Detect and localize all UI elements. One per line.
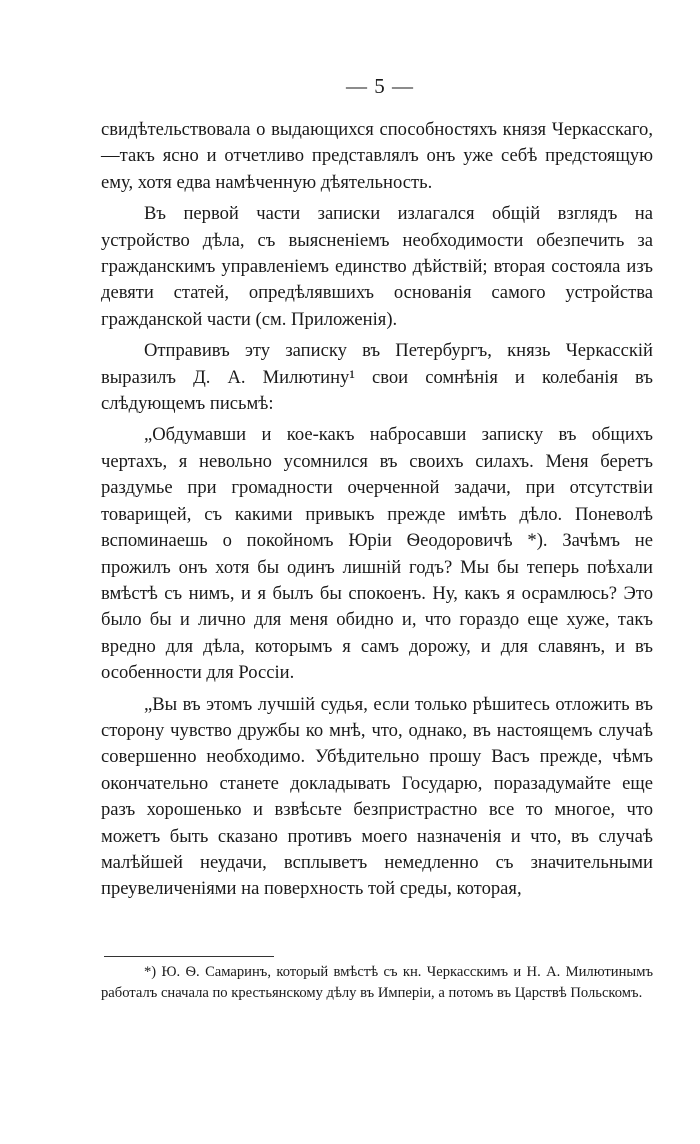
page-number: — 5 — bbox=[346, 74, 414, 98]
letter-quote-paragraph: „Обдумавши и кое-какъ набросавши записку въ общихъ чертахъ, я невольно усомнился въ своихъ силахъ. Меня беретъ раздумье при громадности очерченной задачи, при отсутствіи товарищей, съ какими привыкъ прежде имѣть дѣло. Поневолѣ вспоминаешь о покойномъ Юріи Ѳеодоровичѣ *). Зачѣмъ не прожилъ онъ хотя бы одинъ лишній годъ? Мы бы теперь поѣхали вмѣстѣ съ нимъ, и я былъ бы спокоенъ. Ну, какъ я осрамлюсь? Это было бы и лично для меня обидно и, что гораздо еще хуже, такъ вредно для дѣла, которымъ я самъ дорожу, и для славянъ, и въ особенности для Россіи. bbox=[101, 424, 653, 684]
paragraph: Отправивъ эту записку въ Петербургъ, князь Черкасскій выразилъ Д. А. Милютину¹ свои сомнѣнія и колебанія въ слѣдующемъ письмѣ: bbox=[101, 340, 653, 415]
letter-quote-paragraph: „Вы въ этомъ лучшій судья, если только рѣшитесь отложить въ сторону чувство дружбы ко мнѣ, что, однако, въ настоящемъ случаѣ совершенно необходимо. Убѣдительно прошу Васъ прежде, чѣмъ окончательно станете докладывать Государю, поразадумайте еще разъ хорошенько и взвѣсьте безпристрастно все то многое, что можетъ быть сказано противъ моего назначенія и что, въ случаѣ малѣйшей неудачи, всплыветъ немедленно съ значительными преувеличеніями на поверхность той среды, которая, bbox=[101, 693, 653, 900]
footnote bbox=[101, 962, 653, 1003]
main-text bbox=[101, 117, 653, 908]
paragraph: Въ первой части записки излагался общій взглядъ на устройство дѣла, съ выясненіемъ необходимости обезпечить за гражданскимъ управленіемъ единство дѣйствій; вторая состояла изъ девяти статей, опредѣлявшихъ основанія самого устройства гражданской части (см. Приложенія). bbox=[101, 203, 653, 330]
footnote-divider bbox=[104, 956, 274, 957]
footnote-text: *) Ю. Ѳ. Самаринъ, который вмѣстѣ съ кн. Черкасскимъ и Н. А. Милютинымъ работалъ сначала по крестьянскому дѣлу въ Имперіи, а потомъ въ Царствѣ Польскомъ. bbox=[101, 964, 653, 1001]
paragraph-continuation: свидѣтельствовала о выдающихся способностяхъ князя Черкасскаго,—такъ ясно и отчетливо представлялъ онъ уже себѣ предстоящую ему, хотя едва намѣченную дѣятельность. bbox=[101, 119, 653, 193]
